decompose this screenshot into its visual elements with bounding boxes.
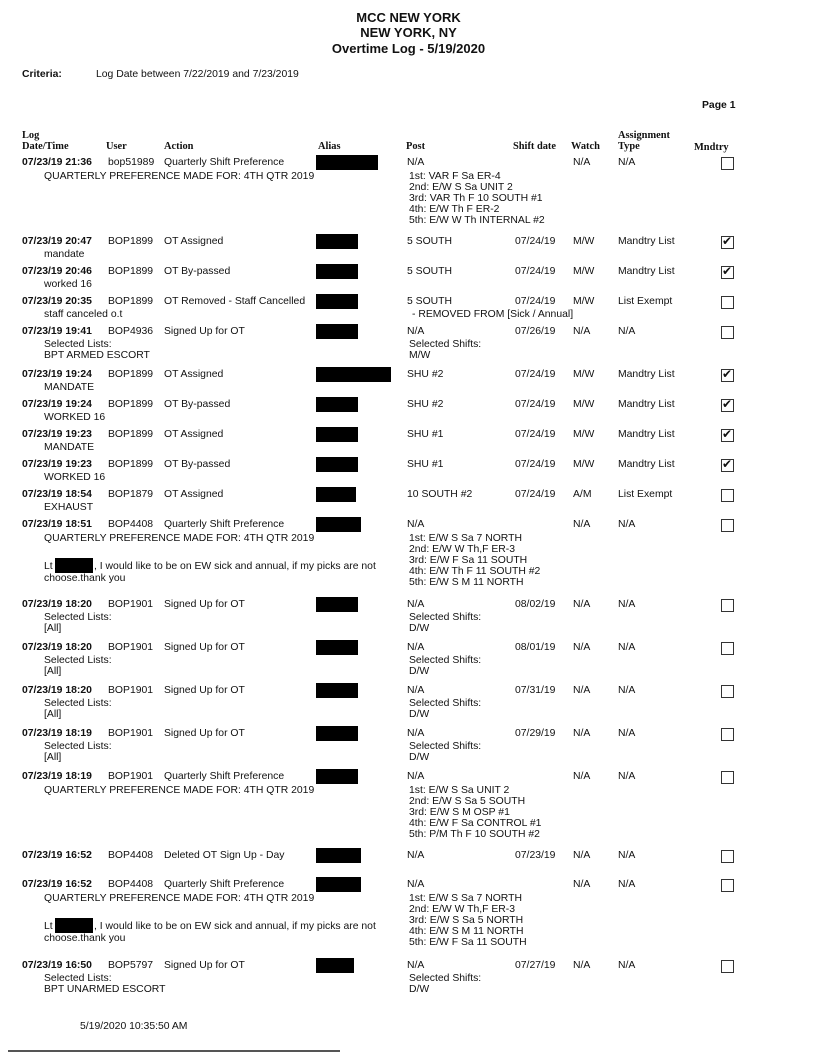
preference-line: 4th: E/W Th F 11 SOUTH #2 [409,566,541,577]
footer-timestamp: 5/19/2020 10:35:50 AM [80,1021,188,1032]
log-action: Quarterly Shift Preference [164,157,285,168]
log-user: BOP4408 [108,879,154,890]
comment-text: , I would like to be on EW sick and annual, if my picks are not [94,921,376,932]
preference-line: 2nd: E/W S Sa 5 SOUTH [409,796,526,807]
comment-text: , I would like to be on EW sick and annual, if my picks are not [94,561,376,572]
alias-redaction [316,234,358,249]
log-post: N/A [407,728,425,739]
log-action: Signed Up for OT [164,960,245,971]
log-post: SHU #1 [407,459,444,470]
log-assignment-type: Mandtry List [618,369,675,380]
preference-line: 5th: E/W W Th INTERNAL #2 [409,215,545,226]
log-shift-date: 07/24/19 [515,236,556,247]
log-watch: N/A [573,960,591,971]
preference-line: 2nd: E/W W Th,F ER-3 [409,904,516,915]
mandatory-checkbox[interactable] [721,685,734,698]
log-post: 5 SOUTH [407,296,453,307]
post-note-detail: D/W [409,623,430,634]
mandatory-checkbox[interactable] [721,960,734,973]
log-assignment-type: N/A [618,728,636,739]
entry-note-detail: BPT ARMED ESCORT [44,350,150,361]
log-assignment-type: N/A [618,599,636,610]
post-note-detail: D/W [409,752,430,763]
log-shift-date: 07/27/19 [515,960,556,971]
log-datetime: 07/23/19 19:24 [22,399,92,410]
log-shift-date: 08/01/19 [515,642,556,653]
post-note-detail: M/W [409,350,431,361]
alias-redaction [316,487,356,502]
preference-line: 3rd: E/W S Sa 5 NORTH [409,915,524,926]
log-watch: M/W [573,236,595,247]
preference-line: 4th: E/W Th F ER-2 [409,204,500,215]
log-shift-date: 07/23/19 [515,850,556,861]
log-shift-date: 07/24/19 [515,266,556,277]
log-datetime: 07/23/19 18:51 [22,519,92,530]
col-shift-date: Shift date [513,141,557,152]
log-datetime: 07/23/19 16:52 [22,850,92,861]
log-action: Signed Up for OT [164,642,245,653]
log-user: bop51989 [108,157,155,168]
log-assignment-type: N/A [618,685,636,696]
alias-redaction [316,958,354,973]
mandatory-checkbox[interactable] [721,459,734,472]
post-note-detail: D/W [409,984,430,995]
mandatory-checkbox[interactable] [721,599,734,612]
log-user: BOP1879 [108,489,154,500]
log-post: N/A [407,685,425,696]
log-datetime: 07/23/19 19:23 [22,429,92,440]
log-user: BOP1899 [108,399,154,410]
log-shift-date: 07/24/19 [515,296,556,307]
log-watch: N/A [573,519,591,530]
log-watch: M/W [573,296,595,307]
log-post: SHU #2 [407,399,444,410]
log-post: N/A [407,599,425,610]
entry-note: Selected Lists: [44,655,112,666]
log-watch: M/W [573,399,595,410]
log-user: BOP1899 [108,429,154,440]
log-user: BOP1901 [108,642,154,653]
entry-note: MANDATE [44,382,95,393]
entry-note-detail: [All] [44,623,62,634]
log-action: Signed Up for OT [164,685,245,696]
log-assignment-type: Mandtry List [618,459,675,470]
log-shift-date: 07/24/19 [515,489,556,500]
log-action: Signed Up for OT [164,599,245,610]
log-action: OT By-passed [164,266,231,277]
alias-redaction [316,597,358,612]
log-action: OT Assigned [164,236,224,247]
post-note-detail: D/W [409,666,430,677]
log-datetime: 07/23/19 18:54 [22,489,92,500]
footer-rule [8,1050,340,1052]
log-assignment-type: List Exempt [618,489,673,500]
preference-line: 1st: E/W S Sa UNIT 2 [409,785,510,796]
entry-note: worked 16 [44,279,92,290]
alias-redaction [316,155,378,170]
log-datetime: 07/23/19 19:23 [22,459,92,470]
log-user: BOP1899 [108,369,154,380]
quarterly-note: QUARTERLY PREFERENCE MADE FOR: 4TH QTR 2019 [44,533,315,544]
log-action: OT Assigned [164,369,224,380]
preference-line: 3rd: E/W F Sa 11 SOUTH [409,555,528,566]
log-datetime: 07/23/19 16:52 [22,879,92,890]
mandatory-checkbox[interactable] [721,642,734,655]
mandatory-checkbox[interactable] [721,157,734,170]
col-user: User [106,141,127,152]
log-shift-date: 07/24/19 [515,459,556,470]
entry-note-detail: BPT UNARMED ESCORT [44,984,166,995]
log-assignment-type: N/A [618,879,636,890]
mandatory-checkbox[interactable] [721,771,734,784]
mandatory-checkbox[interactable] [721,519,734,532]
alias-redaction [316,848,361,863]
alias-redaction [316,457,358,472]
log-watch: M/W [573,369,595,380]
preference-line: 1st: E/W S Sa 7 NORTH [409,893,522,904]
report-title-line3: Overtime Log - 5/19/2020 [331,41,486,56]
post-note: Selected Shifts: [409,741,482,752]
alias-redaction [316,769,358,784]
log-watch: N/A [573,326,591,337]
report-title-line2: NEW YORK, NY [360,25,457,40]
col-post: Post [406,141,426,152]
mandatory-checkbox[interactable] [721,879,734,892]
log-watch: N/A [573,599,591,610]
log-assignment-type: Mandtry List [618,266,675,277]
entry-note: MANDATE [44,442,95,453]
entry-note: Selected Lists: [44,973,112,984]
mandatory-checkbox[interactable] [721,296,734,309]
alias-redaction [316,294,358,309]
entry-note: mandate [44,249,85,260]
post-note-detail: D/W [409,709,430,720]
log-assignment-type: Mandtry List [618,236,675,247]
log-action: OT By-passed [164,399,231,410]
mandatory-checkbox[interactable] [721,728,734,741]
log-post: SHU #2 [407,369,444,380]
entry-note: staff canceled o.t [44,309,123,320]
log-watch: M/W [573,266,595,277]
log-datetime: 07/23/19 18:20 [22,599,92,610]
log-user: BOP1899 [108,266,154,277]
log-user: BOP4936 [108,326,154,337]
log-action: Signed Up for OT [164,326,245,337]
log-datetime: 07/23/19 20:47 [22,236,92,247]
log-assignment-type: N/A [618,519,636,530]
comment-text-cont: choose.thank you [44,933,126,944]
alias-redaction [316,726,358,741]
alias-redaction [316,264,358,279]
post-note: Selected Shifts: [409,698,482,709]
log-user: BOP4408 [108,850,154,861]
mandatory-checkbox[interactable] [721,369,734,382]
log-watch: M/W [573,459,595,470]
col-assignment-bottom: Type [618,141,640,152]
log-action: Quarterly Shift Preference [164,519,285,530]
log-action: OT Removed - Staff Cancelled [164,296,306,307]
log-user: BOP4408 [108,519,154,530]
entry-note-detail: [All] [44,752,62,763]
log-user: BOP1899 [108,459,154,470]
alias-redaction [316,877,361,892]
log-post: N/A [407,960,425,971]
log-shift-date: 07/24/19 [515,369,556,380]
log-user: BOP1901 [108,599,154,610]
mandatory-checkbox[interactable] [721,266,734,279]
criteria-label: Criteria: [22,69,62,80]
entry-note: Selected Lists: [44,741,112,752]
preference-line: 3rd: VAR Th F 10 SOUTH #1 [409,193,543,204]
preference-line: 3rd: E/W S M OSP #1 [409,807,510,818]
log-user: BOP1901 [108,685,154,696]
log-action: Deleted OT Sign Up - Day [164,850,285,861]
log-action: OT Assigned [164,429,224,440]
comment-text-cont: choose.thank you [44,573,126,584]
alias-redaction [316,324,358,339]
entry-note-detail: [All] [44,709,62,720]
log-datetime: 07/23/19 20:35 [22,296,92,307]
col-assignment-top: Assignment [618,130,670,141]
preference-line: 5th: P/M Th F 10 SOUTH #2 [409,829,540,840]
preference-line: 5th: E/W F Sa 11 SOUTH [409,937,527,948]
entry-note: WORKED 16 [44,412,106,423]
post-note: Selected Shifts: [409,655,482,666]
log-shift-date: 07/24/19 [515,429,556,440]
log-post: N/A [407,326,425,337]
alias-redaction [316,640,358,655]
quarterly-note: QUARTERLY PREFERENCE MADE FOR: 4TH QTR 2019 [44,785,315,796]
log-datetime: 07/23/19 18:20 [22,642,92,653]
col-watch: Watch [571,141,600,152]
preference-line: 2nd: E/W W Th,F ER-3 [409,544,516,555]
log-post: N/A [407,157,425,168]
page-number: Page 1 [702,100,736,111]
log-user: BOP5797 [108,960,154,971]
log-watch: N/A [573,157,591,168]
log-post: N/A [407,771,425,782]
post-note: Selected Shifts: [409,973,482,984]
alias-redaction [316,683,358,698]
log-post: N/A [407,850,425,861]
log-post: N/A [407,642,425,653]
entry-note: EXHAUST [44,502,94,513]
name-redaction [55,918,93,933]
criteria-value: Log Date between 7/22/2019 and 7/23/2019 [96,69,299,80]
log-watch: N/A [573,879,591,890]
log-assignment-type: N/A [618,771,636,782]
log-assignment-type: N/A [618,326,636,337]
mandatory-checkbox[interactable] [721,489,734,502]
alias-redaction [316,367,391,382]
log-user: BOP1899 [108,236,154,247]
log-post: 10 SOUTH #2 [407,489,473,500]
log-datetime: 07/23/19 18:19 [22,771,92,782]
log-user: BOP1901 [108,771,154,782]
alias-redaction [316,427,358,442]
post-note: Selected Shifts: [409,339,482,350]
log-action: Quarterly Shift Preference [164,771,285,782]
log-datetime: 07/23/19 18:19 [22,728,92,739]
log-action: Signed Up for OT [164,728,245,739]
log-assignment-type: N/A [618,960,636,971]
preference-line: 4th: E/W S M 11 NORTH [409,926,524,937]
preference-line: 1st: E/W S Sa 7 NORTH [409,533,522,544]
log-watch: A/M [573,489,592,500]
log-shift-date: 07/24/19 [515,399,556,410]
entry-note: Selected Lists: [44,339,112,350]
entry-note: Selected Lists: [44,698,112,709]
log-assignment-type: Mandtry List [618,429,675,440]
entry-note: WORKED 16 [44,472,106,483]
preference-line: 5th: E/W S M 11 NORTH [409,577,524,588]
mandatory-checkbox[interactable] [721,326,734,339]
col-mandatory: Mndtry [694,142,729,153]
post-note: - REMOVED FROM [Sick / Annual] [412,309,574,320]
log-user: BOP1901 [108,728,154,739]
log-watch: N/A [573,642,591,653]
mandatory-checkbox[interactable] [721,850,734,863]
alias-redaction [316,517,361,532]
log-shift-date: 08/02/19 [515,599,556,610]
log-datetime: 07/23/19 20:46 [22,266,92,277]
log-shift-date: 07/26/19 [515,326,556,337]
log-datetime: 07/23/19 19:41 [22,326,92,337]
mandatory-checkbox[interactable] [721,429,734,442]
col-log-bottom: Date/Time [22,141,69,152]
log-shift-date: 07/29/19 [515,728,556,739]
log-watch: N/A [573,850,591,861]
preference-line: 2nd: E/W S Sa UNIT 2 [409,182,513,193]
log-post: 5 SOUTH [407,236,453,247]
log-action: OT By-passed [164,459,231,470]
post-note: Selected Shifts: [409,612,482,623]
log-assignment-type: List Exempt [618,296,673,307]
col-action: Action [164,141,194,152]
preference-line: 4th: E/W F Sa CONTROL #1 [409,818,542,829]
log-watch: N/A [573,728,591,739]
preference-line: 1st: VAR F Sa ER-4 [409,171,501,182]
quarterly-note: QUARTERLY PREFERENCE MADE FOR: 4TH QTR 2019 [44,893,315,904]
entry-note-detail: [All] [44,666,62,677]
log-shift-date: 07/31/19 [515,685,556,696]
log-action: Quarterly Shift Preference [164,879,285,890]
col-alias: Alias [318,141,341,152]
log-watch: N/A [573,771,591,782]
log-datetime: 07/23/19 21:36 [22,157,92,168]
log-post: 5 SOUTH [407,266,453,277]
log-watch: N/A [573,685,591,696]
quarterly-note: QUARTERLY PREFERENCE MADE FOR: 4TH QTR 2019 [44,171,315,182]
log-watch: M/W [573,429,595,440]
log-datetime: 07/23/19 18:20 [22,685,92,696]
alias-redaction [316,397,358,412]
log-post: SHU #1 [407,429,444,440]
mandatory-checkbox[interactable] [721,236,734,249]
log-user: BOP1899 [108,296,154,307]
log-post: N/A [407,519,425,530]
name-redaction [55,558,93,573]
log-assignment-type: N/A [618,157,636,168]
log-datetime: 07/23/19 19:24 [22,369,92,380]
log-datetime: 07/23/19 16:50 [22,960,92,971]
mandatory-checkbox[interactable] [721,399,734,412]
report-title-line1: MCC NEW YORK [356,10,461,25]
log-assignment-type: Mandtry List [618,399,675,410]
comment-lt: Lt [44,921,53,932]
col-log-top: Log [22,130,40,141]
entry-note: Selected Lists: [44,612,112,623]
log-assignment-type: N/A [618,642,636,653]
log-action: OT Assigned [164,489,224,500]
log-assignment-type: N/A [618,850,636,861]
comment-lt: Lt [44,561,53,572]
log-post: N/A [407,879,425,890]
